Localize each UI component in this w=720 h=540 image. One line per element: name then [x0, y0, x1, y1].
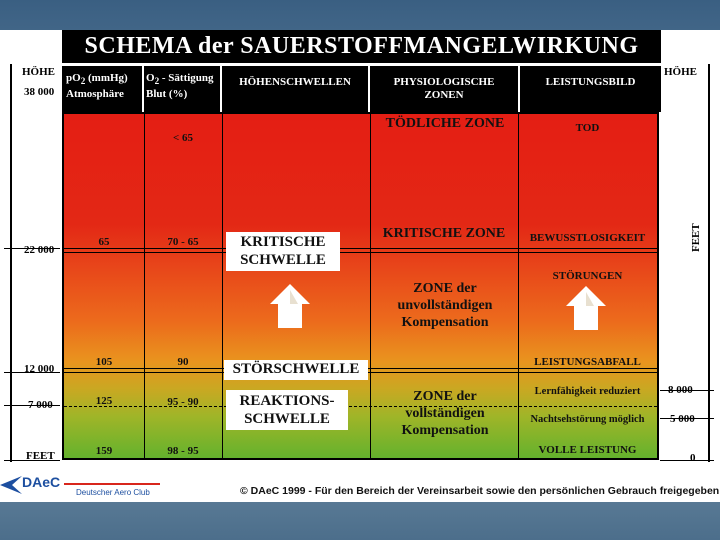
left-axis-label: 7 000	[28, 399, 53, 411]
po2-value: 105	[95, 356, 113, 368]
up-arrow-icon	[270, 284, 310, 328]
header-po2-sub: 2	[80, 76, 86, 87]
threshold-kritische-line1: KRITISCHE	[240, 234, 326, 250]
leistung-voll: VOLLE LEISTUNG	[538, 444, 637, 456]
threshold-stoerschwelle: STÖRSCHWELLE	[224, 360, 368, 380]
right-axis-label: 0	[690, 452, 696, 464]
leistung-stoerungen: STÖRUNGEN	[552, 270, 623, 282]
header-o2-sub: 2	[154, 76, 160, 87]
oxygen-chart-grid	[62, 112, 659, 460]
threshold-reaktion-line2: SCHWELLE	[244, 411, 330, 427]
po2-value: 159	[95, 445, 113, 457]
zone-unvollstaendig	[370, 280, 520, 331]
threshold-reaktionsschwelle	[226, 390, 348, 430]
header-zones-line2: ZONEN	[424, 89, 464, 101]
header-o2-symbol: O	[146, 72, 155, 84]
up-arrow-icon	[566, 286, 606, 330]
header-po2-symbol: pO	[66, 72, 81, 84]
leistung-abfall: LEISTUNGSABFALL	[534, 356, 641, 368]
header-divider	[142, 66, 144, 112]
zone-kritisch: KRITISCHE ZONE	[382, 226, 506, 241]
po2-value: 125	[95, 395, 113, 407]
zone-vollstaendig	[370, 388, 520, 439]
header-po2-atmosphere: Atmosphäre	[66, 88, 124, 101]
right-axis-title: HÖHE	[664, 66, 698, 78]
left-axis-label: 12 000	[24, 363, 55, 375]
threshold-kritische-schwelle	[226, 232, 340, 271]
zone-voll-line1: ZONE der	[413, 389, 477, 404]
logo-name: DAeC	[22, 474, 61, 490]
leistung-lernfaehigkeit: Lernfähigkeit reduziert	[534, 386, 641, 397]
row-divider-22000	[64, 248, 657, 249]
header-leistungsbild: LEISTUNGSBILD	[545, 76, 636, 88]
logo-red-line	[64, 483, 160, 485]
o2-value: < 65	[172, 132, 194, 144]
zone-voll-line3: Kompensation	[401, 423, 489, 438]
header-o2-blood: Blut (%)	[146, 88, 188, 101]
left-axis-top-value: 38 000	[24, 86, 55, 98]
right-height-axis	[708, 64, 710, 462]
left-axis-label: 22 000	[24, 244, 55, 256]
left-height-axis	[10, 64, 12, 462]
leistung-nachtsehstoerung: Nachtsehstörung möglich	[530, 414, 645, 425]
logo-subtitle: Deutscher Aero Club	[76, 488, 150, 497]
right-axis-label: 5 000	[670, 413, 695, 425]
page-title: SCHEMA der SAUERSTOFFMANGELWIRKUNG	[62, 30, 661, 63]
table-header	[62, 66, 661, 112]
header-o2-label: - Sättigung	[161, 72, 214, 84]
copyright-footer: © DAeC 1999 - Für den Bereich der Vereinsarbeit sowie den persönlichen Gebrauch freigegeben	[240, 485, 720, 497]
leistung-bewusstlosigkeit: BEWUSSTLOSIGKEIT	[529, 232, 646, 244]
leistung-tod: TOD	[575, 122, 600, 134]
zone-unvoll-line1: ZONE der	[413, 281, 477, 296]
zone-unvoll-line2: unvollständigen	[397, 298, 493, 313]
left-axis-label: FEET	[26, 450, 55, 462]
right-axis-label: 8 000	[668, 384, 693, 396]
left-axis-title: HÖHE	[22, 66, 56, 78]
zone-unvoll-line3: Kompensation	[401, 315, 489, 330]
daec-wing-icon	[0, 476, 22, 494]
threshold-kritische-line2: SCHWELLE	[240, 252, 326, 268]
header-hoehenschwellen: HÖHENSCHWELLEN	[239, 76, 351, 88]
right-tick	[660, 460, 714, 461]
o2-value: 70 - 65	[167, 236, 199, 248]
header-po2-unit: (mmHg)	[88, 72, 128, 84]
zone-toedlich: TÖDLICHE ZONE	[385, 116, 505, 131]
o2-value: 90	[177, 356, 189, 368]
o2-value: 98 - 95	[167, 445, 199, 457]
header-zones-line1: PHYSIOLOGISCHE	[393, 76, 495, 88]
po2-value: 65	[98, 236, 110, 248]
right-axis-unit: FEET	[690, 223, 702, 252]
threshold-reaktion-line1: REAKTIONS-	[239, 393, 335, 409]
zone-voll-line2: vollständigen	[405, 406, 485, 421]
row-divider-22000	[64, 252, 657, 253]
daec-logo	[0, 470, 160, 500]
o2-value: 95 - 90	[167, 396, 199, 408]
